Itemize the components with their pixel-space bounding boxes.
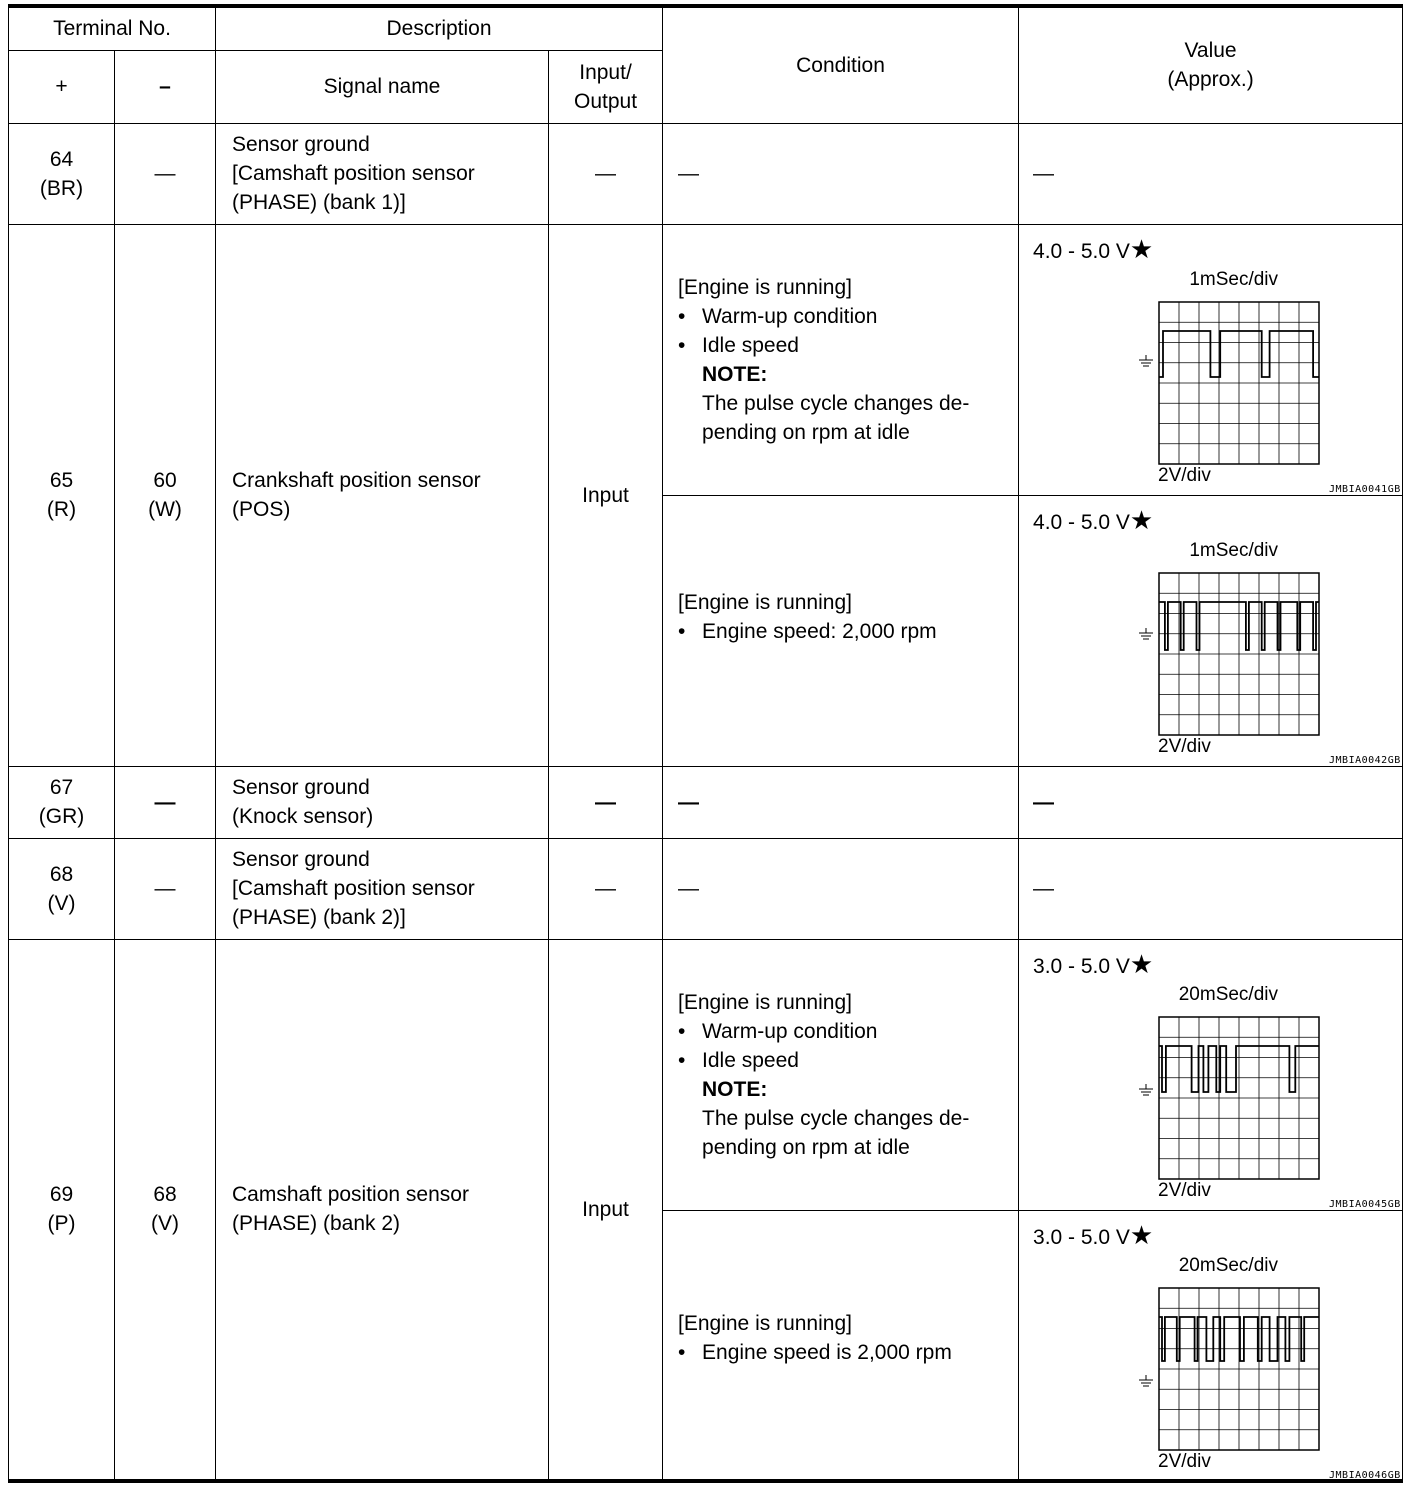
value-cell: — xyxy=(1019,838,1403,939)
terminal-number: 68 xyxy=(153,1183,177,1207)
ground-icon xyxy=(1139,628,1153,642)
figure-code: JMBIA0042GB xyxy=(1329,754,1401,766)
wire-color: (BR) xyxy=(39,176,84,200)
signal-line: (POS) xyxy=(232,498,291,521)
document-page xyxy=(8,0,1402,1492)
wire-color: (P) xyxy=(47,1212,76,1236)
plus-terminal xyxy=(9,939,115,1481)
header-value xyxy=(1019,6,1403,123)
condition-cell xyxy=(663,224,1019,495)
bullet-item: • Engine speed: 2,000 rpm xyxy=(678,619,937,643)
volt-div-label: 2V/div xyxy=(1158,1450,1211,1472)
voltage-value: 4.0 - 5.0 V★ xyxy=(1033,233,1154,264)
note-label: NOTE: xyxy=(702,1077,768,1101)
io-cell: — xyxy=(549,123,663,224)
io-cell: Input xyxy=(549,939,663,1481)
waveform-plot xyxy=(1158,1287,1320,1451)
time-div-label: 20mSec/div xyxy=(1178,983,1279,1005)
condition-cell xyxy=(663,939,1019,1210)
note-text: pending on rpm at idle xyxy=(702,1135,910,1159)
bullet-item: • Idle speed xyxy=(678,1048,799,1072)
oscilloscope xyxy=(1079,1254,1401,1481)
time-div-label: 1mSec/div xyxy=(1189,539,1279,561)
note-text: The pulse cycle changes de- xyxy=(702,1106,970,1130)
terminal-number: 60 xyxy=(153,469,177,492)
signal-line: (Knock sensor) xyxy=(232,805,374,828)
oscilloscope xyxy=(1079,539,1401,766)
wire-color: (R) xyxy=(46,498,77,521)
signal-name xyxy=(216,224,549,766)
value-cell xyxy=(1019,1210,1403,1481)
condition-cell: — xyxy=(663,766,1019,838)
waveform-plot xyxy=(1158,572,1320,736)
figure-code: JMBIA0046GB xyxy=(1329,1469,1401,1481)
plus-terminal xyxy=(9,766,115,838)
condition-cell xyxy=(663,495,1019,766)
time-div-label: 1mSec/div xyxy=(1189,268,1279,290)
plus-terminal xyxy=(9,224,115,766)
voltage-value: 4.0 - 5.0 V★ xyxy=(1033,504,1154,535)
header-value-line1: Value xyxy=(1184,39,1237,63)
table-row xyxy=(9,838,1403,939)
io-cell: — xyxy=(549,838,663,939)
header-signal-name: Signal name xyxy=(216,50,549,123)
plus-terminal xyxy=(9,838,115,939)
condition-title: [Engine is running] xyxy=(678,275,852,299)
minus-terminal: — xyxy=(115,766,216,838)
note-text: The pulse cycle changes de- xyxy=(702,391,970,415)
terminal-number: 67 xyxy=(49,776,74,799)
time-div-label: 20mSec/div xyxy=(1178,1254,1279,1276)
signal-line: Crankshaft position sensor xyxy=(232,469,481,492)
header-value-line2: (Approx.) xyxy=(1167,68,1254,92)
oscilloscope xyxy=(1079,268,1401,495)
signal-name xyxy=(216,123,549,224)
wire-color: (W) xyxy=(148,498,182,521)
condition-title: [Engine is running] xyxy=(678,590,852,614)
minus-terminal: — xyxy=(115,123,216,224)
star-icon: ★ xyxy=(1129,948,1154,979)
volt-div-label: 2V/div xyxy=(1158,464,1211,486)
minus-terminal xyxy=(115,939,216,1481)
voltage-value: 3.0 - 5.0 V★ xyxy=(1033,1219,1154,1250)
volt-div-label: 2V/div xyxy=(1158,1179,1211,1201)
signal-line: Camshaft position sensor xyxy=(232,1183,469,1207)
signal-line: Sensor ground xyxy=(232,133,370,156)
voltage-value: 3.0 - 5.0 V★ xyxy=(1033,948,1154,979)
header-description: Description xyxy=(216,6,663,50)
condition-cell: — xyxy=(663,838,1019,939)
star-icon: ★ xyxy=(1129,233,1154,264)
minus-terminal: — xyxy=(115,838,216,939)
table-row xyxy=(9,224,1403,495)
io-cell: — xyxy=(549,766,663,838)
terminal-number: 64 xyxy=(49,147,74,171)
bullet-item: • Idle speed xyxy=(678,333,799,357)
value-cell xyxy=(1019,495,1403,766)
bullet-item: • Engine speed is 2,000 rpm xyxy=(678,1340,952,1364)
header-terminal-no: Terminal No. xyxy=(9,6,216,50)
header-io-line1: Input/ xyxy=(579,60,632,84)
oscilloscope xyxy=(1079,983,1401,1210)
plus-terminal xyxy=(9,123,115,224)
star-icon: ★ xyxy=(1129,1219,1154,1250)
note-label: NOTE: xyxy=(702,362,768,386)
wire-color: (V) xyxy=(151,1212,179,1236)
signal-name xyxy=(216,939,549,1481)
terminal-number: 68 xyxy=(49,862,74,886)
minus-terminal xyxy=(115,224,216,766)
signal-line: Sensor ground xyxy=(232,848,370,871)
waveform-plot xyxy=(1158,301,1320,465)
terminal-number: 69 xyxy=(49,1183,74,1207)
bullet-item: • Warm-up condition xyxy=(678,304,878,328)
value-cell: — xyxy=(1019,123,1403,224)
header-minus: – xyxy=(115,50,216,123)
signal-name xyxy=(216,766,549,838)
wire-color: (GR) xyxy=(38,805,85,828)
table-row xyxy=(9,766,1403,838)
wire-color: (V) xyxy=(47,891,76,915)
note-text: pending on rpm at idle xyxy=(702,420,910,444)
terminal-number: 65 xyxy=(49,469,74,492)
terminal-table xyxy=(8,4,1403,1483)
condition-title: [Engine is running] xyxy=(678,1311,852,1335)
signal-line: Sensor ground xyxy=(232,776,370,799)
header-condition: Condition xyxy=(663,6,1019,123)
signal-name xyxy=(216,838,549,939)
signal-line: [Camshaft position sensor xyxy=(232,877,475,900)
volt-div-label: 2V/div xyxy=(1158,735,1211,757)
signal-line: (PHASE) (bank 1)] xyxy=(232,191,406,214)
ground-icon xyxy=(1139,1084,1153,1098)
ground-icon xyxy=(1139,355,1153,369)
bullet-item: • Warm-up condition xyxy=(678,1019,878,1043)
header-io xyxy=(549,50,663,123)
signal-line: (PHASE) (bank 2) xyxy=(232,1212,401,1236)
header-io-line2: Output xyxy=(573,89,638,113)
io-cell: Input xyxy=(549,224,663,766)
condition-title: [Engine is running] xyxy=(678,990,852,1014)
waveform-plot xyxy=(1158,1016,1320,1180)
header-plus: + xyxy=(9,50,115,123)
table-row xyxy=(9,123,1403,224)
value-cell: — xyxy=(1019,766,1403,838)
table-row xyxy=(9,939,1403,1210)
star-icon: ★ xyxy=(1129,504,1154,535)
figure-code: JMBIA0041GB xyxy=(1329,483,1401,495)
figure-code: JMBIA0045GB xyxy=(1329,1198,1401,1210)
condition-cell xyxy=(663,1210,1019,1481)
signal-line: [Camshaft position sensor xyxy=(232,162,475,185)
condition-cell: — xyxy=(663,123,1019,224)
value-cell xyxy=(1019,224,1403,495)
ground-icon xyxy=(1139,1375,1153,1389)
value-cell xyxy=(1019,939,1403,1210)
signal-line: (PHASE) (bank 2)] xyxy=(232,906,406,929)
